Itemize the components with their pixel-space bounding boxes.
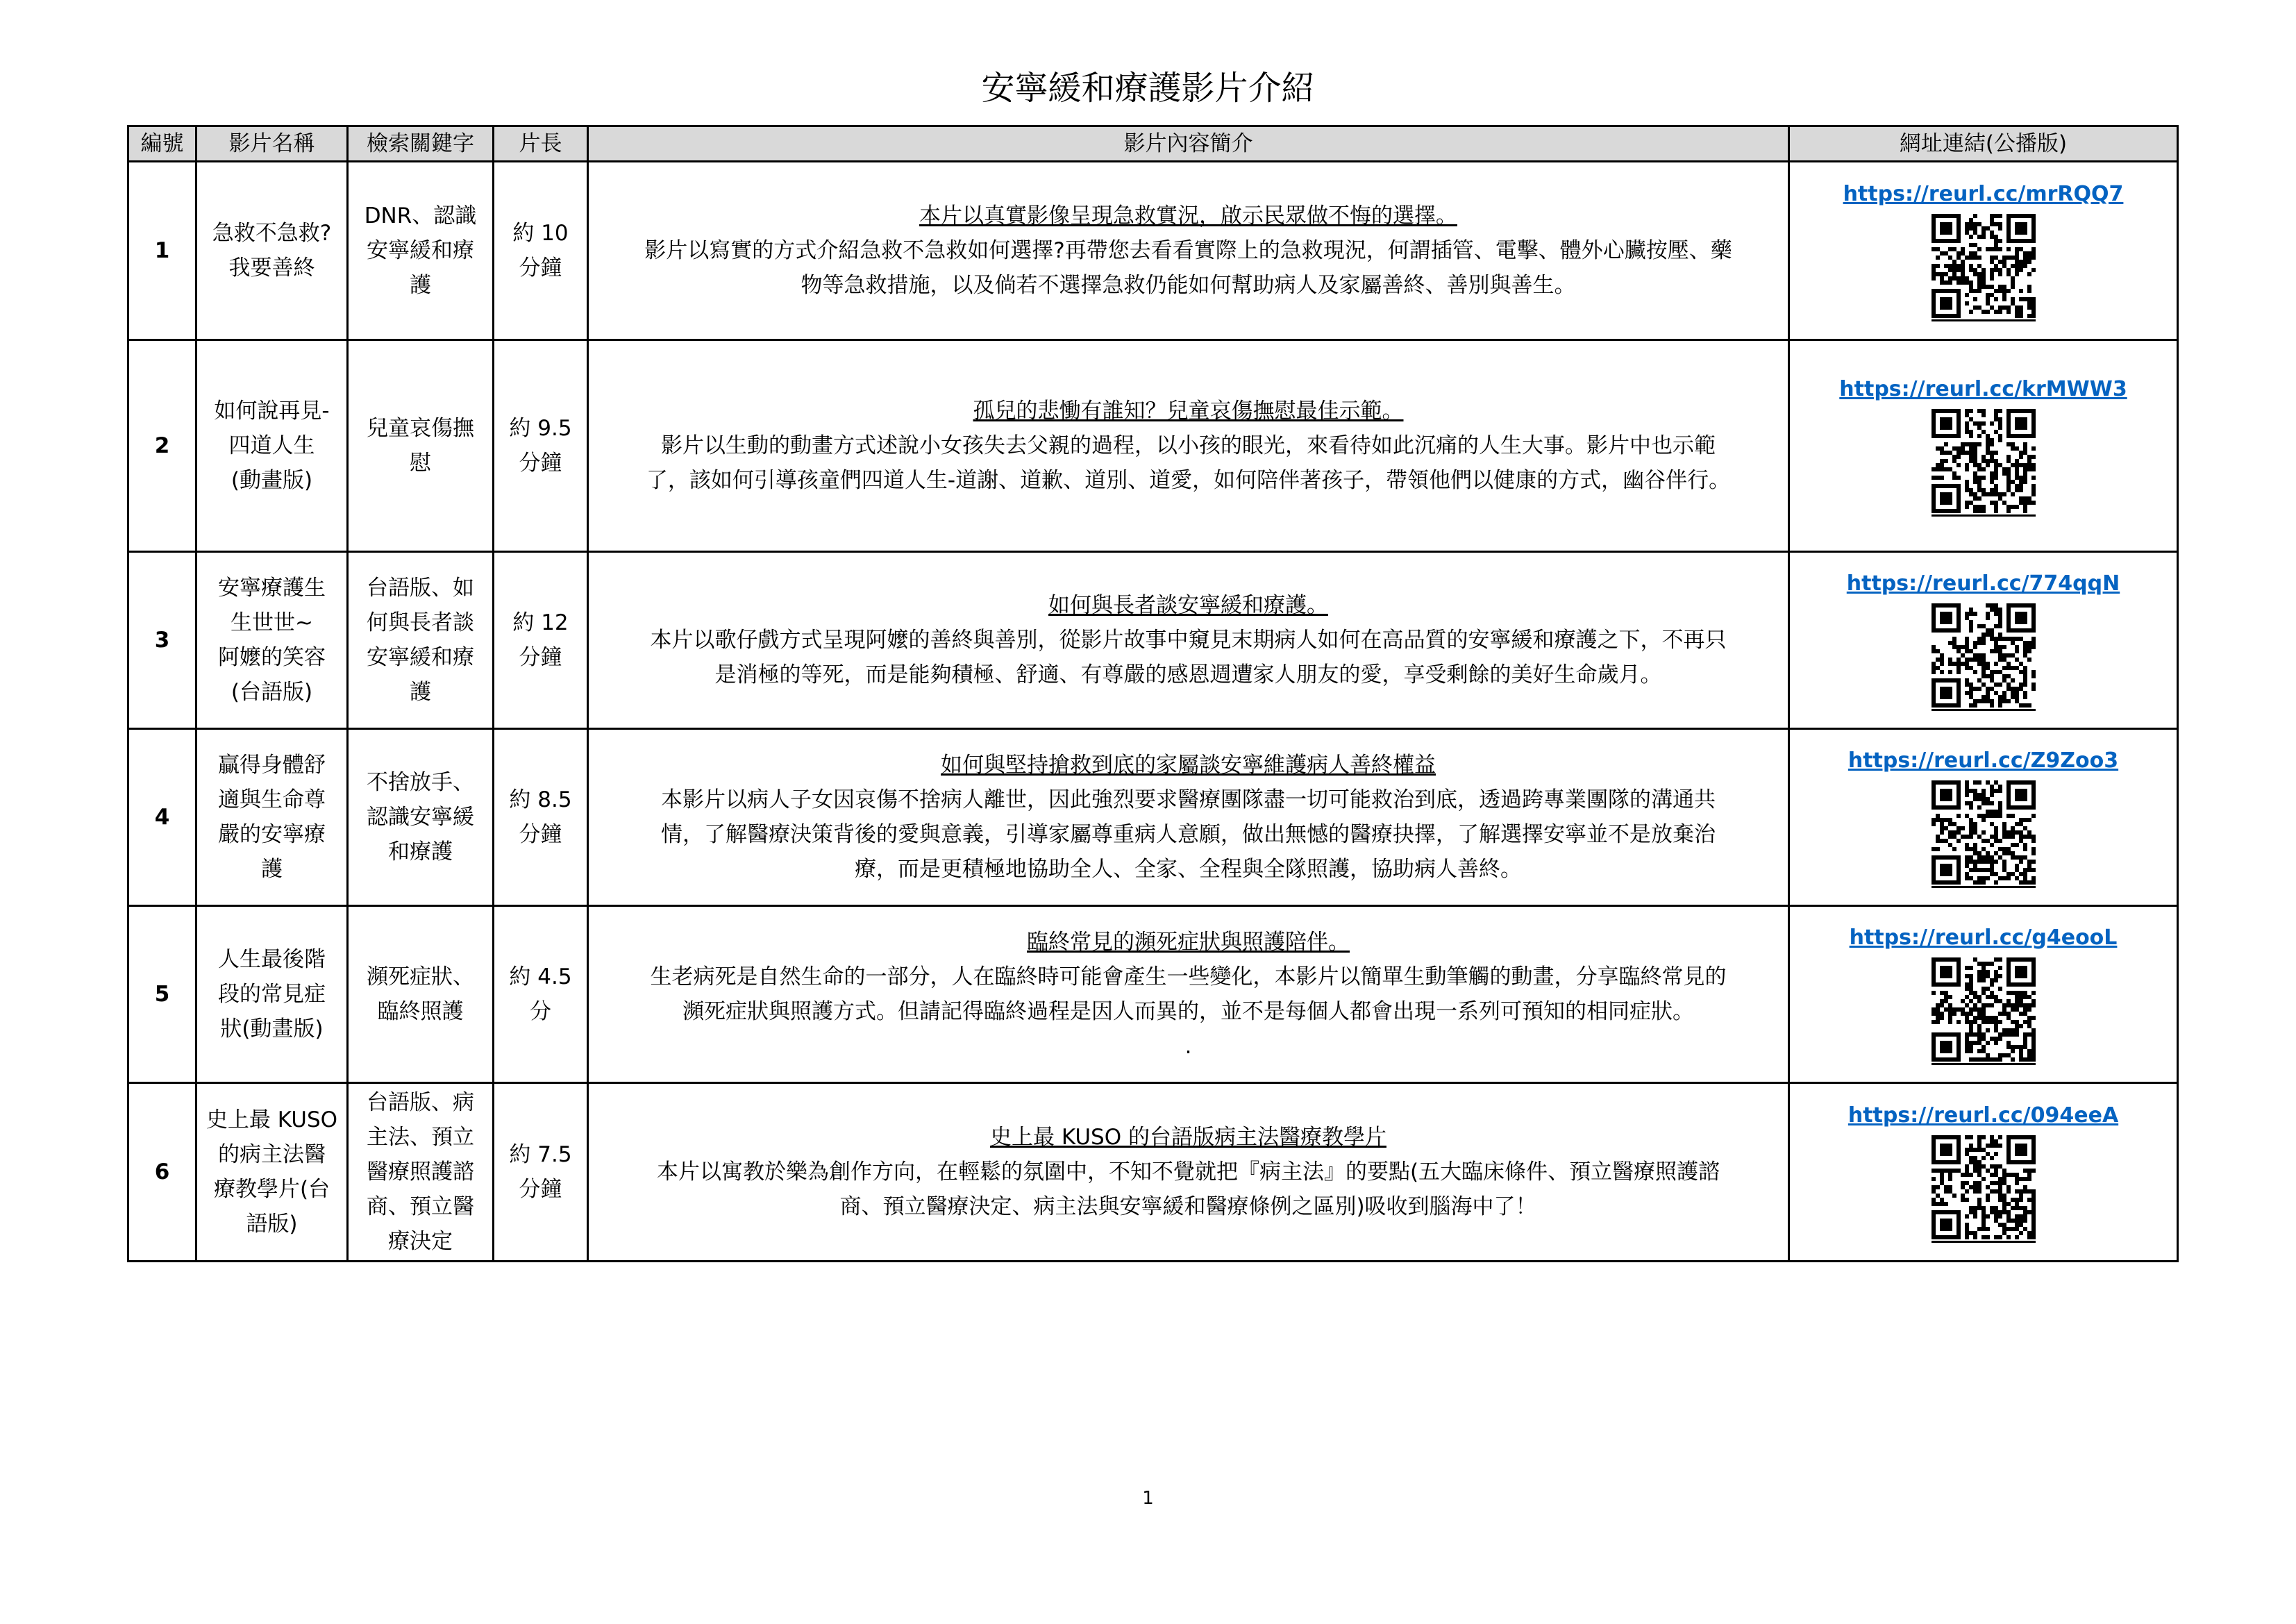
video-title-line: 阿嬤的笑容: [218, 645, 326, 670]
video-title-line: 生世世~: [231, 610, 313, 635]
video-url-link[interactable]: https://reurl.cc/krMWW3: [1839, 376, 2127, 401]
page-number: 1: [1142, 1488, 1154, 1509]
duration-line: 分鐘: [519, 1177, 562, 1202]
video-summary: [588, 340, 1789, 552]
video-title: [196, 729, 348, 906]
summary-line: 本片以寓教於樂為創作方向，在輕鬆的氛圍中，不知不覺就把『病主法』的要點(五大臨床條件、預立醫療照護諮: [656, 1160, 1720, 1184]
summary-line: 是消極的等死，而是能夠積極、舒適、有尊嚴的感恩週遭家人朋友的愛，享受剩餘的美好生命歲月。: [714, 662, 1662, 687]
keyword-line: 主法、預立: [367, 1125, 474, 1150]
video-title-line: (動畫版): [231, 468, 313, 493]
summary-line: .: [1184, 1034, 1192, 1059]
header-keywords: 檢索關鍵字: [348, 126, 494, 162]
duration-line: 分鐘: [519, 822, 562, 847]
video-title-line: 的病主法醫: [218, 1142, 326, 1167]
summary-line: 影片以寫實的方式介紹急救不急救如何選擇?再帶您去看看實際上的急救現況，何謂插管、電擊、體外心臟按壓、藥: [644, 238, 1732, 263]
summary-line: 生老病死是自然生命的一部分，人在臨終時可能會產生一些變化，本影片以簡單生動筆觸的動畫，分享臨終常見的: [650, 964, 1727, 989]
video-link-cell: [1789, 552, 2178, 729]
video-title-line: 安寧療護生: [218, 576, 326, 601]
qr-code-icon: [1932, 603, 2036, 708]
keyword-line: 醫療照護諮: [367, 1160, 474, 1184]
video-title-line: 護: [261, 857, 283, 882]
video-title-line: 療教學片(台: [213, 1177, 330, 1202]
video-title-line: 如何說再見-: [214, 399, 330, 424]
video-title: [196, 552, 348, 729]
summary-headline: 如何與長者談安寧緩和療護。: [1048, 593, 1328, 618]
video-title: [196, 1083, 348, 1262]
summary-headline: 臨終常見的瀕死症狀與照護陪伴。: [1027, 930, 1350, 955]
header-duration: 片長: [494, 126, 588, 162]
keyword-line: 安寧緩和療: [367, 238, 474, 263]
duration-line: 約 9.5: [509, 416, 572, 441]
video-url-link[interactable]: https://reurl.cc/g4eooL: [1849, 925, 2118, 950]
video-keywords: [348, 1083, 494, 1262]
video-number: 3: [128, 552, 196, 729]
video-summary: [588, 1083, 1789, 1262]
summary-headline: 本片以真實影像呈現急救實況，啟示民眾做不悔的選擇。: [919, 203, 1457, 228]
video-summary: [588, 729, 1789, 906]
video-table: [127, 125, 2179, 1262]
video-keywords: [348, 552, 494, 729]
video-duration: [494, 1083, 588, 1262]
video-url-link[interactable]: https://reurl.cc/774qqN: [1846, 571, 2120, 596]
video-summary: [588, 552, 1789, 729]
qr-underline: [1932, 1241, 2036, 1243]
duration-line: 分鐘: [519, 645, 562, 670]
summary-line: 本片以歌仔戲方式呈現阿嬤的善終與善別，從影片故事中窺見末期病人如何在高品質的安寧緩和療護之下，不再只: [650, 628, 1727, 653]
video-title-line: 適與生命尊: [218, 787, 326, 812]
duration-line: 約 10: [512, 221, 569, 246]
keyword-line: 臨終照護: [377, 999, 464, 1024]
keyword-line: 台語版、病: [367, 1090, 474, 1115]
video-number: 5: [128, 906, 196, 1083]
table-body: [128, 162, 2178, 1262]
summary-line: 了，該如何引導孩童們四道人生-道謝、道歉、道別、道愛，如何陪伴著孩子，帶領他們以健康的方式，幽谷伴行。: [646, 468, 1731, 493]
video-number: 4: [128, 729, 196, 906]
qr-underline: [1932, 514, 2036, 517]
qr-code-icon: [1932, 957, 2036, 1062]
keyword-line: 護: [410, 273, 431, 298]
keyword-line: 護: [410, 680, 431, 705]
video-link-cell: [1789, 162, 2178, 340]
table-row: [128, 906, 2178, 1083]
video-keywords: [348, 162, 494, 340]
video-duration: [494, 162, 588, 340]
video-link-cell: [1789, 906, 2178, 1083]
summary-headline: 如何與堅持搶救到底的家屬談安寧維護病人善終權益: [941, 753, 1436, 778]
keyword-line: 台語版、如: [367, 576, 474, 601]
video-keywords: [348, 729, 494, 906]
keyword-line: 不捨放手、: [367, 770, 474, 795]
keyword-line: 和療護: [388, 839, 453, 864]
video-number: 6: [128, 1083, 196, 1262]
keyword-line: 瀕死症狀、: [367, 964, 474, 989]
video-title-line: 四道人生: [228, 433, 315, 458]
video-duration: [494, 906, 588, 1083]
video-title-line: 狀(動畫版): [220, 1016, 324, 1041]
video-title-line: 語版): [246, 1212, 298, 1237]
summary-line: 本影片以病人子女因哀傷不捨病人離世，因此強烈要求醫療團隊盡一切可能救治到底，透過跨專業團隊的溝通共: [661, 787, 1716, 812]
video-keywords: [348, 906, 494, 1083]
video-duration: [494, 729, 588, 906]
video-link-cell: [1789, 1083, 2178, 1262]
keyword-line: 安寧緩和療: [367, 645, 474, 670]
video-title-line: 我要善終: [228, 256, 315, 281]
video-title-line: 贏得身體舒: [218, 753, 326, 778]
keyword-line: 療決定: [388, 1229, 453, 1254]
keyword-line: 商、預立醫: [367, 1194, 474, 1219]
video-title-line: 段的常見症: [218, 982, 326, 1007]
summary-line: 瀕死症狀與照護方式。但請記得臨終過程是因人而異的，並不是每個人都會出現一系列可預知的相同症狀。: [682, 999, 1694, 1024]
table-row: [128, 340, 2178, 552]
video-number: 1: [128, 162, 196, 340]
qr-underline: [1932, 709, 2036, 711]
duration-line: 約 7.5: [509, 1142, 572, 1167]
video-link-cell: [1789, 729, 2178, 906]
duration-line: 分鐘: [519, 451, 562, 476]
video-title-line: 急救不急救?: [212, 221, 332, 246]
video-title: [196, 906, 348, 1083]
keyword-line: DNR、認識: [364, 203, 477, 228]
video-summary: [588, 162, 1789, 340]
duration-line: 約 8.5: [509, 787, 572, 812]
qr-code-icon: [1932, 780, 2036, 885]
video-summary: [588, 906, 1789, 1083]
video-title-line: (台語版): [231, 680, 313, 705]
header-name: 影片名稱: [196, 126, 348, 162]
summary-line: 商、預立醫療決定、病主法與安寧緩和醫療條例之區別)吸收到腦海中了！: [839, 1194, 1537, 1219]
keyword-line: 慰: [410, 451, 431, 476]
video-keywords: [348, 340, 494, 552]
header-row: [128, 126, 2178, 162]
qr-code-icon: [1932, 214, 2036, 318]
summary-line: 物等急救措施，以及倘若不選擇急救仍能如何幫助病人及家屬善終、善別與善生。: [801, 273, 1576, 298]
header-link: 網址連結(公播版): [1789, 126, 2178, 162]
video-number: 2: [128, 340, 196, 552]
video-duration: [494, 552, 588, 729]
video-url-link[interactable]: https://reurl.cc/mrRQQ7: [1843, 181, 2124, 206]
summary-line: 療，而是更積極地協助全人、全家、全程與全隊照護，協助病人善終。: [855, 857, 1522, 882]
qr-underline: [1932, 886, 2036, 888]
duration-line: 約 12: [512, 610, 569, 635]
qr-underline: [1932, 1063, 2036, 1065]
summary-line: 影片以生動的動畫方式述說小女孩失去父親的過程，以小孩的眼光，來看待如此沉痛的人生大事。影片中也示範: [661, 433, 1716, 458]
video-title-line: 史上最 KUSO: [206, 1107, 338, 1132]
keyword-line: 何與長者談: [367, 610, 474, 635]
video-title: [196, 162, 348, 340]
qr-underline: [1932, 319, 2036, 321]
keyword-line: 兒童哀傷撫: [367, 416, 474, 441]
video-duration: [494, 340, 588, 552]
qr-code-icon: [1932, 409, 2036, 513]
duration-line: 分: [530, 999, 551, 1024]
page-title: 安寧緩和療護影片介紹: [981, 69, 1315, 108]
duration-line: 分鐘: [519, 256, 562, 281]
table-row: [128, 729, 2178, 906]
table-row: [128, 552, 2178, 729]
duration-line: 約 4.5: [509, 964, 572, 989]
video-link-cell: [1789, 340, 2178, 552]
qr-code-icon: [1932, 1135, 2036, 1239]
header-num: 編號: [128, 126, 196, 162]
table-row: [128, 1083, 2178, 1262]
video-title-line: 嚴的安寧療: [218, 822, 326, 847]
summary-headline: 孤兒的悲慟有誰知？兒童哀傷撫慰最佳示範。: [973, 399, 1404, 424]
summary-headline: 史上最 KUSO 的台語版病主法醫療教學片: [990, 1125, 1386, 1150]
table-row: [128, 162, 2178, 340]
video-url-link[interactable]: https://reurl.cc/094eeA: [1847, 1103, 2119, 1128]
video-title-line: 人生最後階: [218, 947, 326, 972]
header-summary: 影片內容簡介: [588, 126, 1789, 162]
video-title: [196, 340, 348, 552]
keyword-line: 認識安寧緩: [367, 805, 474, 830]
summary-line: 情，了解醫療決策背後的愛與意義，引導家屬尊重病人意願，做出無憾的醫療抉擇，了解選擇安寧並不是放棄治: [661, 822, 1716, 847]
video-url-link[interactable]: https://reurl.cc/Z9Zoo3: [1847, 748, 2119, 773]
